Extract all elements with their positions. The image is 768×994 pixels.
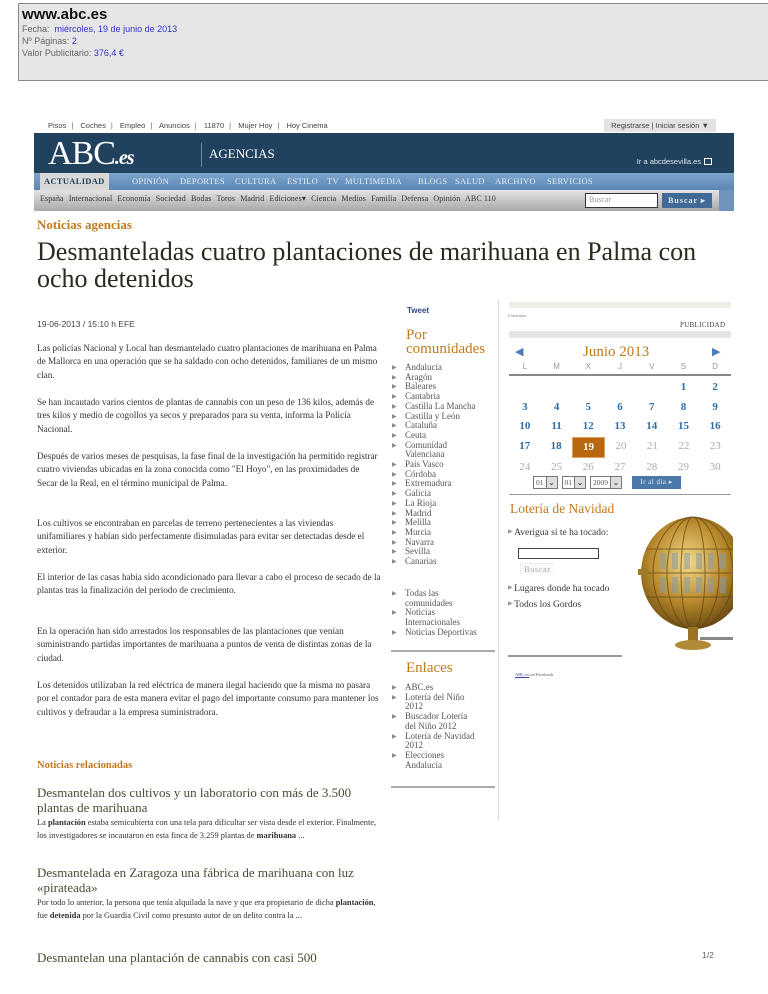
loteria-number-input[interactable]: [518, 548, 599, 559]
enlaces-list: [392, 683, 484, 770]
extra-links-list: [392, 589, 504, 638]
enlace-link[interactable]: ▶ Lotería de Navidad 2012: [392, 732, 484, 751]
top-link-mujer-hoy[interactable]: Mujer Hoy: [238, 121, 273, 130]
calendar-controls: [533, 476, 681, 489]
calendar-day: 23: [709, 439, 721, 452]
chevron-down-icon: ⌄: [574, 477, 585, 488]
weekday: S: [680, 362, 687, 371]
ad-bar: [509, 331, 731, 338]
subnav-madrid[interactable]: Madrid: [240, 194, 265, 203]
facebook-link[interactable]: ABC.es: [515, 672, 530, 677]
calendar-day[interactable]: 8: [680, 400, 687, 413]
abc-logo[interactable]: [48, 135, 134, 177]
weekday: M: [553, 362, 560, 371]
separator: |: [71, 121, 74, 130]
calendar-week: [509, 437, 731, 459]
nav-estilo[interactable]: ESTILO: [287, 176, 319, 186]
comunidad-link[interactable]: ▶ Sevilla: [392, 547, 504, 557]
subnav-bodas[interactable]: Bodas: [191, 194, 212, 203]
subnav-abc110[interactable]: ABC 110: [465, 194, 496, 203]
article-paragraph: Después de varios meses de pesquisas, la fase final de la investigación ha permitido registrar cuatro viviendas ubicadas en la zona conocida como "El Hoyo", en las proximidades de Secar de la Real, en el término municipal de Palma.: [37, 451, 378, 488]
logo-main: ABC: [48, 135, 115, 172]
divider: [391, 786, 495, 788]
chevron-down-icon: ⌄: [546, 477, 557, 488]
calendar-day: 28: [646, 461, 658, 473]
valor-value: 376,4 €: [93, 48, 124, 58]
comunidad-link[interactable]: ▶ Cantabria: [392, 392, 504, 402]
weekday: D: [712, 362, 719, 371]
enlace-link[interactable]: ▶ Buscador Lotería del Niño 2012: [392, 712, 472, 731]
calendar-day[interactable]: 12: [582, 420, 594, 432]
comunidad-link[interactable]: ▶ Murcia: [392, 528, 504, 538]
comunidad-link[interactable]: ▶ Galicia: [392, 489, 504, 499]
top-link-coches[interactable]: Coches: [80, 121, 106, 130]
external-link-icon: [704, 158, 712, 165]
facebook-box: [515, 672, 553, 677]
calendar-day: 27: [614, 461, 626, 473]
year-select[interactable]: [590, 476, 622, 489]
article-paragraph: Se han incautado varios cientos de plantas de cannabis con un peso de 136 kilos, además de tres kilos y medio de cogollos ya secos y preparados para su venta, informa la Policía Nacional.: [37, 397, 375, 434]
comunidad-link[interactable]: ▶ Cataluña: [392, 421, 504, 431]
nav-servicios[interactable]: SERVICIOS: [547, 176, 593, 186]
day-select-value: 01: [536, 478, 544, 487]
clipping-info-box: [18, 3, 768, 81]
nav-actualidad[interactable]: ACTUALIDAD: [40, 173, 109, 190]
logo-suffix: .es: [114, 147, 134, 169]
calendar-day: 29: [677, 461, 689, 473]
todas-comunidades-link[interactable]: ▶ Todas las comunidades: [392, 589, 472, 608]
calendar-day[interactable]: 14: [646, 420, 658, 432]
loteria-gordos-link[interactable]: ▶ Todos los Gordos: [508, 600, 581, 610]
comunidad-link[interactable]: ▶ Canarias: [392, 557, 504, 567]
nav-endcap: [719, 190, 734, 211]
page-number: 1/2: [702, 950, 714, 960]
empty-day: [604, 378, 636, 398]
calendar-weekdays: [509, 361, 731, 373]
lottery-drum-image: [638, 511, 733, 655]
separator: |: [229, 121, 232, 130]
article-paragraph: Los detenidos utilizaban la red eléctrica de manera ilegal haciendo que la misma no pasara por el contador para de esta manera evitar el pago del importante consumo para mantener los cultivos y defraudar a la empresa suministradora.: [37, 680, 379, 717]
subnav-sociedad[interactable]: Sociedad: [155, 194, 186, 203]
article-dateline: 19-06-2013 / 15:10 h EFE: [37, 319, 135, 329]
calendar-week: [509, 417, 731, 437]
masthead: [34, 133, 734, 173]
empty-day: [572, 378, 604, 398]
column-divider: [498, 300, 499, 820]
enlaces-title: Enlaces: [406, 660, 453, 676]
article-paragraph: Las policías Nacional y Local han desmantelado cuatro plantaciones de marihuana en Palma de Mallorca en una operación que se ha saldado con ocho detenidos, familiares de un mismo clan.: [37, 343, 378, 380]
calendar-day[interactable]: 9: [712, 400, 718, 413]
month-select[interactable]: [562, 476, 587, 489]
year-select-value: 2009: [593, 478, 608, 487]
calendar-day[interactable]: 13: [614, 420, 626, 432]
top-link-empleo[interactable]: Empleo: [119, 121, 146, 130]
facebook-suffix: on Facebook: [529, 672, 554, 677]
calendar-title: Junio 2013: [583, 344, 650, 360]
enlace-link[interactable]: ▶ Elecciones Andalucía: [392, 751, 472, 770]
login-bar: [604, 119, 716, 132]
calendar-day-today[interactable]: 19: [572, 437, 605, 459]
nav-deportes[interactable]: DEPORTES: [180, 176, 225, 186]
comunidad-link[interactable]: ▶ Aragón: [392, 373, 504, 383]
top-link-hoy-cinema[interactable]: Hoy Cinema: [286, 121, 328, 130]
comunidad-link[interactable]: ▶ Castilla La Mancha: [392, 402, 504, 412]
weekday: X: [585, 362, 591, 371]
enlace-link[interactable]: ▶ ABC.es: [392, 683, 472, 693]
paginas-row: [22, 35, 766, 47]
comunidad-link[interactable]: ▶ País Vasco: [392, 460, 504, 470]
comunidad-link[interactable]: ▶ Baleares: [392, 382, 504, 392]
section-kicker: Noticias agencias: [37, 217, 132, 232]
publicidad-label: PUBLICIDAD: [680, 321, 726, 329]
calendar-day[interactable]: 1: [680, 381, 687, 393]
separator: |: [150, 121, 153, 130]
comunidad-link[interactable]: ▶ Andalucía: [392, 363, 504, 373]
divider: [391, 650, 495, 652]
article-paragraph: El interior de las casas había sido acondicionado para llevar a cabo el proceso de secado de la plantas tras la finalización del periodo de crecimiento.: [37, 572, 381, 596]
loteria-title: Lotería de Navidad: [510, 501, 615, 516]
subnav-toros[interactable]: Toros: [216, 194, 236, 203]
nav-archivo[interactable]: ARCHIVO: [495, 176, 536, 186]
calendar-weeks: [509, 378, 731, 478]
fecha-label: Fecha:: [22, 24, 50, 34]
tweet-button[interactable]: Tweet: [407, 306, 430, 315]
empty-day: [541, 378, 573, 398]
article-paragraph: Los cultivos se encontraban en parcelas de terreno pertenecientes a las viviendas unifamiliares y habían sido perfectamente disimuladas para evitar ser detectadas desde el exterior.: [37, 518, 365, 555]
calendar-day: 21: [646, 439, 658, 452]
valor-row: [22, 47, 766, 59]
top-link-11870[interactable]: 11870: [203, 121, 225, 130]
comunidad-link[interactable]: ▶ Melilla: [392, 518, 504, 528]
calendar-day[interactable]: 3: [522, 400, 528, 413]
section-name: AGENCIAS: [209, 146, 275, 161]
separator: |: [194, 121, 197, 130]
publicidad-small-label: Publicidad: [508, 313, 527, 318]
subnav-economia[interactable]: Economía: [117, 194, 151, 203]
paginas-value: 2: [71, 36, 77, 46]
subnav-ediciones[interactable]: Ediciones▾: [269, 194, 307, 203]
nav-tv[interactable]: TV: [327, 176, 339, 186]
comunidad-link[interactable]: ▶ Extremadura: [392, 479, 504, 489]
subnav-medios[interactable]: Medios: [341, 194, 366, 203]
subnav-ciencia[interactable]: Ciencia: [311, 194, 337, 203]
comunidad-link[interactable]: ▶ Madrid: [392, 509, 504, 519]
calendar-day: 22: [678, 439, 690, 452]
calendar-day: 25: [551, 461, 563, 473]
related-snippet-2: Por todo lo anterior, la persona que tenía alquilada la nave y que era propietario de dicha plantación, fue detenida por la Guardia Civil como presunto autor de un delito contra la ...: [37, 898, 376, 921]
related-headline-3[interactable]: Desmantelan una plantación de cannabis con casi 500: [37, 950, 317, 965]
separator: |: [110, 121, 113, 130]
comunidades-list: [392, 363, 504, 567]
calendar-day[interactable]: 11: [551, 420, 562, 432]
calendar-next-icon[interactable]: ▶: [712, 346, 721, 358]
fecha-value: miércoles, 19 de junio de 2013: [54, 24, 178, 34]
calendar-day[interactable]: 2: [712, 381, 718, 393]
comunidad-link[interactable]: ▶ Comunidad Valenciana: [392, 441, 480, 460]
main-nav: [34, 173, 734, 190]
enlace-link[interactable]: ▶ Lotería del Niño 2012: [392, 693, 472, 712]
related-headline-2[interactable]: Desmantelada en Zaragoza una fábrica de marihuana con luz «pirateada»: [37, 865, 354, 895]
top-links: [48, 121, 328, 130]
calendar-day[interactable]: 18: [550, 439, 562, 452]
register-link[interactable]: Registrarse: [611, 121, 650, 130]
noticias-internacionales-link[interactable]: ▶ Noticias Internacionales: [392, 608, 482, 627]
calendar-week: [509, 458, 731, 478]
loteria-lugares-link[interactable]: ▶ Lugares donde ha tocado: [508, 584, 609, 594]
calendar-prev-icon[interactable]: ◀: [515, 346, 524, 358]
calendar-day[interactable]: 10: [519, 420, 531, 432]
nav-blogs[interactable]: BLOGS: [418, 176, 448, 186]
search-button[interactable]: Buscar ▸: [662, 193, 712, 208]
comunidad-link[interactable]: ▶ Castilla y León: [392, 412, 504, 422]
chevron-down-icon: ⌄: [610, 477, 621, 488]
calendar-week: [509, 378, 731, 398]
weekday: J: [618, 362, 623, 371]
calendar-grid: [509, 361, 731, 478]
divider: [509, 374, 731, 376]
calendar-day: 20: [615, 439, 627, 452]
comunidad-link[interactable]: ▶ Córdoba: [392, 470, 504, 480]
subnav-defensa[interactable]: Defensa: [401, 194, 429, 203]
nav-opinion[interactable]: OPINIÓN: [132, 176, 170, 186]
related-news-title: Noticias relacionadas: [37, 760, 133, 771]
calendar-week: [509, 398, 731, 418]
top-link-anuncios[interactable]: Anuncios: [158, 121, 190, 130]
top-link-pisos[interactable]: Pisos: [48, 121, 67, 130]
external-site-link[interactable]: [637, 157, 712, 166]
separator: |: [277, 121, 280, 130]
subnav-internacional[interactable]: Internacional: [68, 194, 113, 203]
weekday: L: [522, 362, 528, 371]
comunidad-link[interactable]: ▶ Navarra: [392, 538, 504, 548]
fecha-row: [22, 23, 766, 35]
go-to-day-button[interactable]: Ir al día ▸: [632, 476, 681, 489]
search-input[interactable]: Buscar: [585, 193, 658, 208]
calendar-day: 30: [709, 461, 721, 473]
signin-link[interactable]: Iniciar sesión ▼: [655, 121, 709, 130]
nav-multimedia[interactable]: MULTIMEDIA: [345, 176, 402, 186]
comunidad-link[interactable]: ▶ Ceuta: [392, 431, 504, 441]
article-headline: Desmanteladas cuatro plantaciones de marihuana en Palma con ocho detenidos: [37, 237, 697, 293]
site-url: www.abc.es: [22, 6, 108, 23]
external-link-label: Ir a abcdesevilla.es: [636, 157, 701, 166]
comunidad-link[interactable]: ▶ La Rioja: [392, 499, 504, 509]
calendar-day: 26: [582, 461, 594, 473]
loteria-check-label: ▶ Averigua si te ha tocado:: [508, 528, 608, 538]
weekday: V: [649, 362, 655, 371]
nav-salud[interactable]: SALUD: [455, 176, 485, 186]
calendar-day: 24: [519, 461, 531, 473]
calendar-day[interactable]: 15: [677, 420, 689, 432]
divider: [508, 655, 622, 657]
calendar-day[interactable]: 6: [617, 400, 623, 413]
month-select-value: 01: [564, 478, 572, 487]
divider: [509, 494, 731, 495]
sub-nav: [34, 190, 734, 211]
separator: |: [651, 121, 654, 130]
related-snippet-1: La plantación estaba semicubierta con una tela para dificultar ser vista desde el exterior. Finalmente, los investigadores se incautaron en esta finca de 3.259 plantas de marihuana ...: [37, 818, 377, 841]
valor-label: Valor Publicitario:: [22, 48, 92, 58]
paginas-label: Nº Páginas:: [22, 36, 70, 46]
calendar-day[interactable]: 4: [553, 400, 560, 413]
divider: [201, 143, 202, 167]
calendar-day[interactable]: 16: [709, 420, 721, 432]
related-headline-1[interactable]: Desmantelan dos cultivos y un laboratorio con más de 3.500 plantas de marihuana: [37, 785, 352, 815]
subnav-espana[interactable]: España: [40, 194, 64, 203]
sub-nav-items: [40, 194, 499, 203]
noticias-deportivas-link[interactable]: ▶ Noticias Deportivas: [392, 628, 504, 638]
empty-day: [636, 378, 668, 398]
nav-cultura[interactable]: CULTURA: [235, 176, 277, 186]
calendar-day[interactable]: 5: [585, 400, 592, 413]
subnav-familia[interactable]: Familia: [371, 194, 397, 203]
article-paragraph: En la operación han sido arrestados los responsables de las plantaciones que venían suministrando partidas importantes de marihuana a puntos de venta de distintas zonas de la ciudad.: [37, 626, 372, 663]
subnav-opinion[interactable]: Opinión: [433, 194, 461, 203]
calendar-day[interactable]: 17: [519, 439, 531, 452]
ad-placeholder: [509, 302, 731, 308]
empty-day: [509, 378, 541, 398]
comunidades-title: Por comunidades: [406, 327, 486, 357]
day-select[interactable]: [533, 476, 558, 489]
calendar-day[interactable]: 7: [648, 400, 655, 413]
loteria-search-button[interactable]: Buscar: [520, 563, 554, 574]
